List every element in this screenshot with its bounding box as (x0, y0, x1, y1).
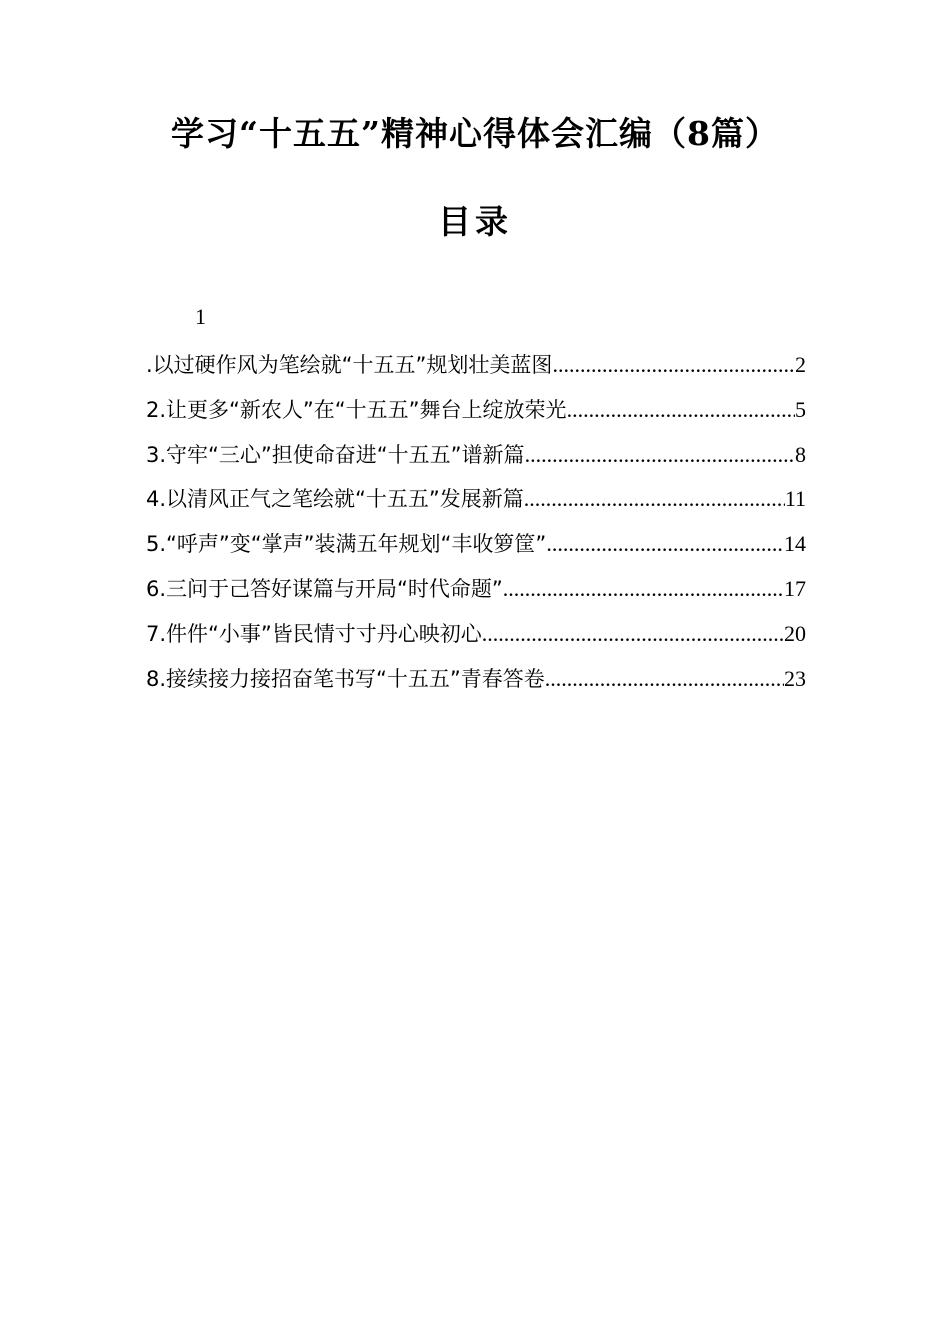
toc-dot-leader (503, 567, 784, 612)
toc-dot-leader (524, 477, 785, 522)
toc-entry-3[interactable] (146, 433, 806, 478)
toc-entry-page: 23 (784, 665, 806, 691)
toc-entry-title: .以过硬作风为笔绘就“十五五”规划壮美蓝图 (146, 353, 553, 377)
toc-entry-title: 4.以清风正气之笔绘就“十五五”发展新篇 (146, 487, 524, 512)
toc-entry-page: 17 (784, 575, 806, 601)
toc-entry-4[interactable] (146, 477, 806, 522)
toc-entry-5[interactable] (146, 522, 806, 567)
toc-dot-leader (552, 343, 795, 388)
toc-dot-leader (482, 612, 784, 657)
toc-dot-leader (546, 522, 784, 567)
toc-entry-title: 6.三问于己答好谋篇与开局“时代命题” (146, 576, 503, 601)
toc-entry-page: 11 (784, 486, 806, 512)
toc-entry-7[interactable] (146, 612, 806, 657)
toc-entry-page: 5 (795, 396, 806, 422)
toc-dot-leader (525, 433, 795, 478)
toc-entry-title: 2.让更多“新农人”在“十五五”舞台上绽放荣光 (146, 397, 567, 422)
table-of-contents (146, 343, 806, 701)
toc-entry-2[interactable] (146, 388, 806, 433)
toc-heading: 目录 (438, 202, 512, 241)
toc-entry-6[interactable] (146, 567, 806, 612)
toc-entry-page: 14 (784, 531, 806, 557)
toc-entry-page: 2 (795, 352, 806, 377)
toc-entry-page: 20 (784, 620, 806, 646)
document-title: 学习“十五五”精神心得体会汇编（8篇） (171, 114, 779, 153)
toc-entry-page: 8 (795, 441, 806, 467)
toc-entry-title: 8.接续接力接招奋笔书写“十五五”青春答卷 (146, 666, 545, 691)
toc-entry-title: 5.“呼声”变“掌声”装满五年规划“丰收箩筐” (146, 532, 547, 557)
toc-entry-8[interactable] (146, 657, 806, 702)
stray-page-number: 1 (195, 304, 206, 329)
toc-dot-leader (567, 388, 795, 433)
toc-entry-title: 3.守牢“三心”担使命奋进“十五五”谱新篇 (146, 442, 525, 467)
toc-entry-title: 7.件件“小事”皆民情寸寸丹心映初心 (146, 621, 482, 646)
toc-entry-1[interactable] (146, 343, 806, 388)
toc-dot-leader (545, 657, 784, 702)
